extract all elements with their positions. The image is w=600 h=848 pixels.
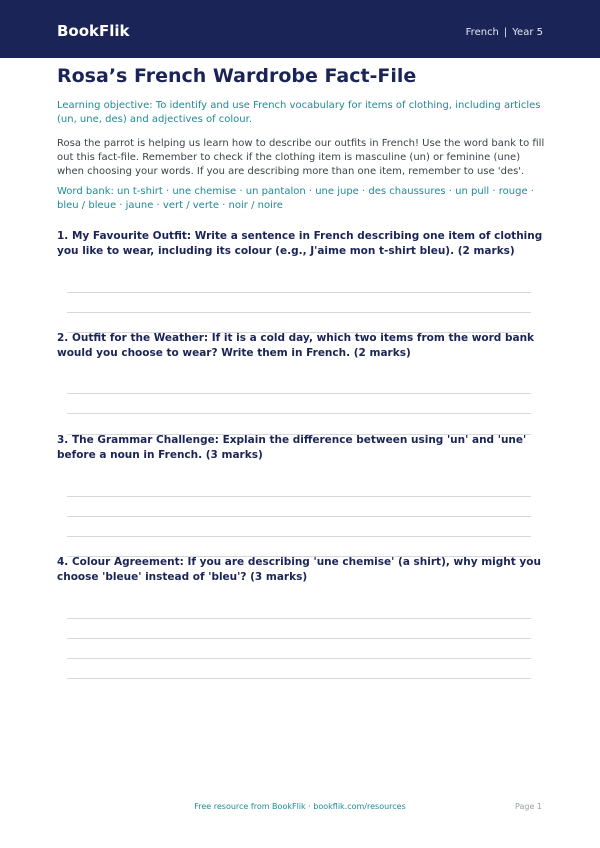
answer-line[interactable] [67, 393, 531, 394]
answer-line[interactable] [67, 292, 531, 293]
question-4-text: 4. Colour Agreement: If you are describing 'une chemise' (a shirt), why might you choose 'bleue' instead of 'bleu'? (3 marks) [57, 556, 541, 583]
word-bank: Word bank: un t-shirt · une chemise · un pantalon · une jupe · des chaussures · un pull · rouge · bleu / bleue · jaune · vert / verte · noir / noire [57, 186, 534, 211]
answer-line[interactable] [67, 658, 531, 659]
question-2 [57, 331, 547, 431]
footer-credit: Free resource from BookFlik · bookflik.com/resources [194, 802, 406, 811]
subject-year [466, 27, 543, 39]
brand-logo: BookFlik [57, 22, 130, 40]
learning-objective: Learning objective: To identify and use French vocabulary for items of clothing, including articles (un, une, des) and adjectives of colour. [57, 100, 541, 125]
answer-line[interactable] [67, 618, 531, 619]
header-bar [0, 0, 600, 58]
answer-line[interactable] [67, 638, 531, 639]
question-3 [57, 433, 547, 553]
subject-label: French [465, 27, 499, 38]
meta-separator: | [503, 27, 508, 38]
answer-line[interactable] [67, 536, 531, 537]
question-2-text: 2. Outfit for the Weather: If it is a cold day, which two items from the word bank would you choose to wear? Write them in French. (2 marks) [57, 332, 535, 359]
answer-line[interactable] [67, 516, 531, 517]
question-4 [57, 555, 547, 685]
answer-line[interactable] [67, 496, 531, 497]
year-label: Year 5 [512, 27, 543, 38]
answer-line[interactable] [67, 413, 531, 414]
question-1 [57, 229, 547, 329]
question-3-text: 3. The Grammar Challenge: Explain the difference between using 'un' and 'une' before a noun in French. (3 marks) [57, 434, 527, 461]
answer-line[interactable] [67, 678, 531, 679]
answer-line[interactable] [67, 312, 531, 313]
intro-text: Rosa the parrot is helping us learn how to describe our outfits in French! Use the word bank to fill out this fact-file. Remember to check if the clothing item is masculine (un) or feminine (une) when choosing your words. If you are describing more than one item, remember to use 'des'. [57, 138, 545, 177]
page-title: Rosa’s French Wardrobe Fact-File [57, 65, 417, 87]
page-number: Page 1 [515, 802, 542, 811]
question-1-text: 1. My Favourite Outfit: Write a sentence in French describing one item of clothing you like to wear, including its colour (e.g., J'aime mon t-shirt bleu). (2 marks) [57, 230, 543, 257]
